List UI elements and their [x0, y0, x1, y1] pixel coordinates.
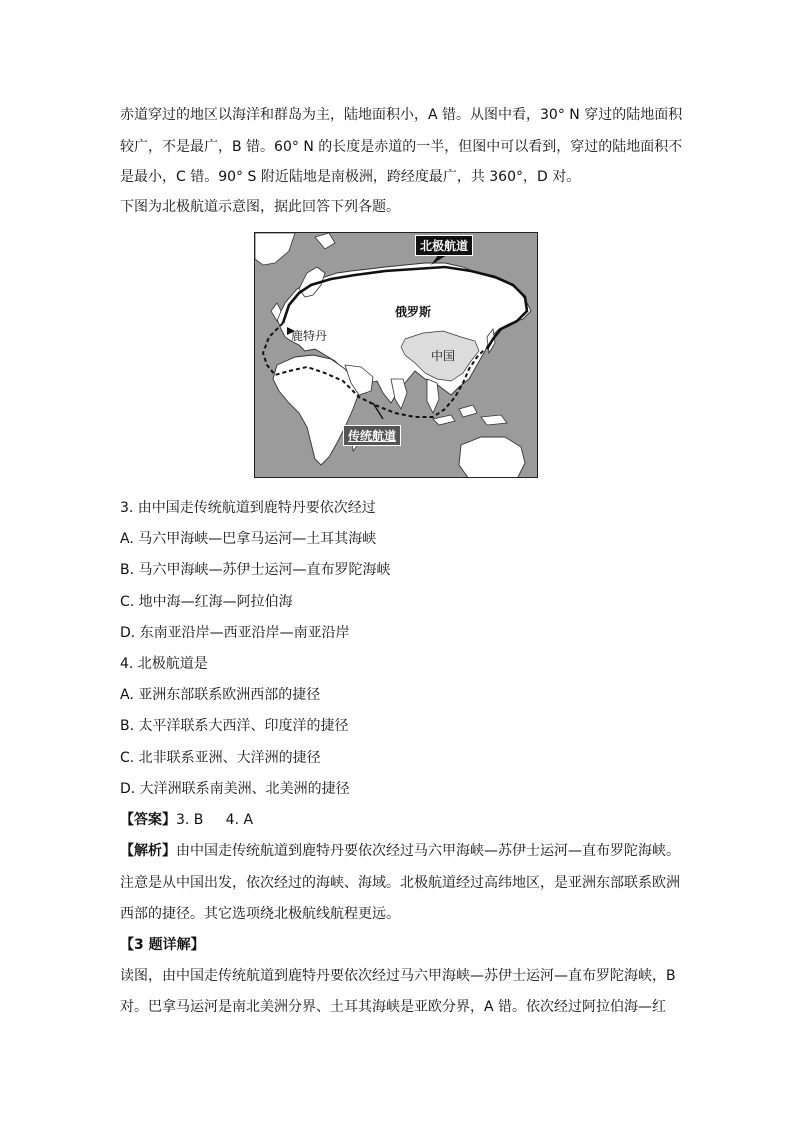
detail-line: 读图，由中国走传统航道到鹿特丹要依次经过马六甲海峡—苏伊士运河—直布罗陀海峡，B: [120, 968, 676, 984]
question-3-stem: 3. 由中国走传统航道到鹿特丹要依次经过: [120, 500, 376, 516]
china-label: 中国: [431, 349, 456, 363]
q3-option-a: A. 马六甲海峡—巴拿马运河—土耳其海峡: [120, 531, 377, 547]
paragraph-line: 是最小，C 错。90° S 附近陆地是南极洲，跨经度最广，共 360°，D 对。: [120, 169, 581, 185]
q4-option-a: A. 亚洲东部联系欧洲西部的捷径: [120, 687, 321, 703]
analysis-line: 西部的捷径。其它选项绕北极航线航程更远。: [120, 906, 400, 922]
answer-text: 3. B 4. A: [176, 812, 254, 828]
answer-tag: 【答案】: [120, 812, 176, 828]
russia-label: 俄罗斯: [395, 305, 432, 319]
intro-line: 下图为北极航道示意图，据此回答下列各题。: [120, 199, 400, 215]
q3-option-d: D. 东南亚沿岸—西亚沿岸—南亚沿岸: [120, 625, 350, 641]
q4-option-b: B. 太平洋联系大西洋、印度洋的捷径: [120, 718, 349, 734]
q3-option-c: C. 地中海—红海—阿拉伯海: [120, 594, 293, 610]
paragraph-line: 赤道穿过的地区以海洋和群岛为主，陆地面积小，A 错。从图中看，30° N 穿过的陆地面积: [120, 107, 683, 123]
question-4-stem: 4. 北极航道是: [120, 656, 208, 672]
q4-option-d: D. 大洋洲联系南美洲、北美洲的捷径: [120, 781, 350, 797]
q3-option-b: B. 马六甲海峡—苏伊士运河—直布罗陀海峡: [120, 562, 391, 578]
arctic-route-map: [254, 232, 538, 478]
detail-tag: 【3 题详解】: [120, 937, 205, 953]
analysis-tag: 【解析】: [120, 843, 176, 859]
q4-option-c: C. 北非联系亚洲、大洋洲的捷径: [120, 750, 321, 766]
answer-line: [120, 810, 253, 830]
rotterdam-label: 鹿特丹: [291, 329, 328, 343]
traditional-route-label: 传统航道: [343, 425, 401, 446]
paragraph-line: 较广，不是最广，B 错。60° N 的长度是赤道的一半，但图中可以看到，穿过的陆地面积不: [120, 139, 683, 155]
analysis-line: 注意是从中国出发，依次经过的海峡、海域。北极航道经过高纬地区，是亚洲东部联系欧洲: [120, 875, 680, 891]
detail-line: 对。巴拿马运河是南北美洲分界、土耳其海峡是亚欧分界，A 错。依次经过阿拉伯海—红: [120, 999, 667, 1015]
analysis-line: [120, 841, 680, 861]
arctic-route-label: 北极航道: [415, 235, 473, 256]
analysis-text: 由中国走传统航道到鹿特丹要依次经过马六甲海峡—苏伊士运河—直布罗陀海峡。: [176, 843, 680, 859]
